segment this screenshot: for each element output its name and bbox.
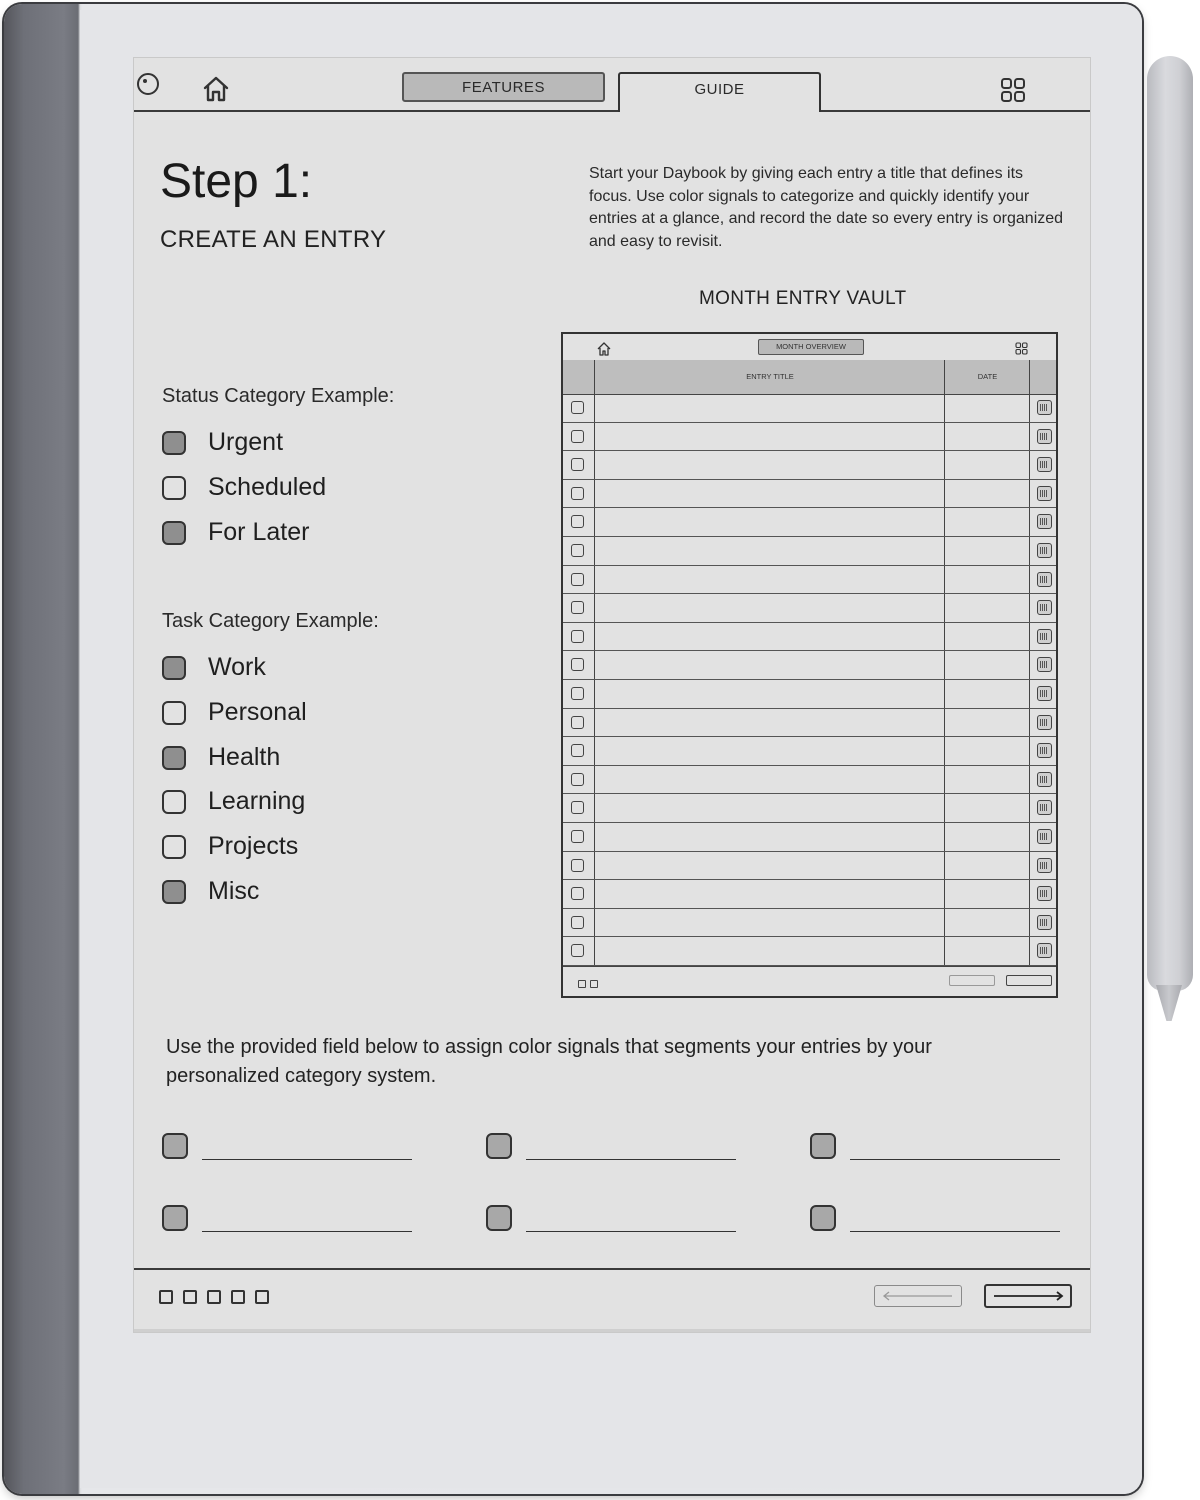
color-swatch-checkbox[interactable] <box>162 656 186 680</box>
vault-table-row <box>563 680 1056 709</box>
home-icon[interactable] <box>201 74 231 104</box>
vault-title: MONTH ENTRY VAULT <box>699 288 907 309</box>
prev-page-button[interactable] <box>874 1285 962 1307</box>
vault-next-button <box>1006 975 1052 986</box>
calendar-icon[interactable] <box>1037 600 1052 615</box>
color-swatch-checkbox[interactable] <box>810 1205 836 1231</box>
top-nav-bar <box>134 58 1090 112</box>
calendar-icon[interactable] <box>1037 400 1052 415</box>
color-swatch-checkbox[interactable] <box>486 1133 512 1159</box>
calendar-icon[interactable] <box>1037 486 1052 501</box>
row-checkbox[interactable] <box>571 944 584 957</box>
page-dot[interactable] <box>207 1290 221 1304</box>
calendar-icon[interactable] <box>1037 858 1052 873</box>
calendar-icon[interactable] <box>1037 943 1052 958</box>
vault-prev-button <box>949 975 995 986</box>
category-name-line[interactable] <box>202 1159 412 1160</box>
vault-page-dot <box>578 980 586 988</box>
vault-table-row <box>563 423 1056 452</box>
calendar-icon[interactable] <box>1037 772 1052 787</box>
vault-table-row <box>563 594 1056 623</box>
vault-table-row <box>563 537 1056 566</box>
vault-home-icon <box>596 341 612 357</box>
category-label: For Later <box>208 517 310 546</box>
category-name-line[interactable] <box>526 1159 736 1160</box>
vault-table-row <box>563 880 1056 909</box>
row-checkbox[interactable] <box>571 658 584 671</box>
grid-icon[interactable] <box>1000 77 1026 103</box>
calendar-icon[interactable] <box>1037 657 1052 672</box>
row-checkbox[interactable] <box>571 716 584 729</box>
color-swatch-checkbox[interactable] <box>162 1133 188 1159</box>
vault-footer <box>563 966 1056 997</box>
page-dot[interactable] <box>159 1290 173 1304</box>
row-checkbox[interactable] <box>571 601 584 614</box>
color-swatch-checkbox[interactable] <box>162 476 186 500</box>
category-label: Work <box>208 653 266 681</box>
calendar-icon[interactable] <box>1037 886 1052 901</box>
category-label: Misc <box>208 877 260 905</box>
row-checkbox[interactable] <box>571 744 584 757</box>
color-swatch-checkbox[interactable] <box>162 880 186 904</box>
status-category-heading: Status Category Example: <box>162 385 395 407</box>
row-checkbox[interactable] <box>571 430 584 443</box>
vault-table-row <box>563 566 1056 595</box>
category-label: Projects <box>208 832 299 861</box>
vault-col-date: DATE <box>977 372 998 381</box>
vault-table-row <box>563 766 1056 795</box>
bottom-nav-bar <box>134 1268 1090 1332</box>
calendar-icon[interactable] <box>1037 457 1052 472</box>
calendar-icon[interactable] <box>1037 629 1052 644</box>
calendar-icon[interactable] <box>1037 829 1052 844</box>
color-swatch-checkbox[interactable] <box>162 790 186 814</box>
calendar-icon[interactable] <box>1037 800 1052 815</box>
row-checkbox[interactable] <box>571 544 584 557</box>
vault-table-row <box>563 937 1056 966</box>
row-checkbox[interactable] <box>571 801 584 814</box>
page-dot[interactable] <box>183 1290 197 1304</box>
page-subtitle: CREATE AN ENTRY <box>160 226 387 253</box>
calendar-icon[interactable] <box>1037 743 1052 758</box>
next-page-button[interactable] <box>984 1284 1072 1308</box>
color-swatch-checkbox[interactable] <box>162 746 186 770</box>
vault-table-row <box>563 823 1056 852</box>
row-checkbox[interactable] <box>571 630 584 643</box>
arrow-right-icon <box>984 1284 1072 1308</box>
row-checkbox[interactable] <box>571 916 584 929</box>
calendar-icon[interactable] <box>1037 715 1052 730</box>
row-checkbox[interactable] <box>571 859 584 872</box>
color-swatch-checkbox[interactable] <box>162 701 186 725</box>
circle-icon[interactable] <box>137 73 159 95</box>
row-checkbox[interactable] <box>571 887 584 900</box>
row-checkbox[interactable] <box>571 687 584 700</box>
vault-table-row <box>563 794 1056 823</box>
page-dot[interactable] <box>255 1290 269 1304</box>
category-name-line[interactable] <box>850 1231 1060 1232</box>
calendar-icon[interactable] <box>1037 514 1052 529</box>
page-title: Step 1: <box>160 155 313 208</box>
row-checkbox[interactable] <box>571 515 584 528</box>
color-swatch-checkbox[interactable] <box>162 431 186 455</box>
row-checkbox[interactable] <box>571 773 584 786</box>
screen <box>133 57 1091 1333</box>
color-swatch-checkbox[interactable] <box>162 835 186 859</box>
category-name-line[interactable] <box>850 1159 1060 1160</box>
category-name-line[interactable] <box>202 1231 412 1232</box>
row-checkbox[interactable] <box>571 830 584 843</box>
category-label: Learning <box>208 787 306 816</box>
tab-features[interactable]: FEATURES <box>402 72 605 102</box>
tab-guide[interactable]: GUIDE <box>618 72 821 112</box>
vault-page-dot <box>590 980 598 988</box>
color-swatch-checkbox[interactable] <box>810 1133 836 1159</box>
vault-table-row <box>563 451 1056 480</box>
vault-table-row <box>563 623 1056 652</box>
vault-grid-icon <box>1015 342 1028 355</box>
calendar-icon[interactable] <box>1037 543 1052 558</box>
stylus-pen <box>1147 56 1193 991</box>
category-label: Health <box>208 742 281 771</box>
category-label: Scheduled <box>208 472 327 501</box>
vault-table-row <box>563 394 1056 423</box>
calendar-icon[interactable] <box>1037 429 1052 444</box>
intro-text: Start your Daybook by giving each entry a title that defines its focus. Use color signals to categorize and quickly identify your entries at a glance, and record the date so every entry is organized and easy to revisit. <box>589 165 1064 250</box>
arrow-left-icon <box>874 1285 962 1307</box>
page-dot[interactable] <box>231 1290 245 1304</box>
category-label: Personal <box>208 697 307 726</box>
vault-table-row <box>563 737 1056 766</box>
month-entry-vault <box>561 332 1058 998</box>
vault-table-row <box>563 709 1056 738</box>
color-swatch-checkbox[interactable] <box>486 1205 512 1231</box>
stylus-tip <box>1156 985 1182 1021</box>
row-checkbox[interactable] <box>571 401 584 414</box>
category-name-line[interactable] <box>526 1231 736 1232</box>
color-swatch-checkbox[interactable] <box>162 1205 188 1231</box>
color-swatch-checkbox[interactable] <box>162 521 186 545</box>
vault-month-overview-tab: MONTH OVERVIEW <box>758 339 864 355</box>
vault-nav-bar <box>563 334 1056 361</box>
row-checkbox[interactable] <box>571 487 584 500</box>
vault-table-row <box>563 508 1056 537</box>
row-checkbox[interactable] <box>571 458 584 471</box>
vault-col-entry-title: ENTRY TITLE <box>746 372 794 381</box>
task-category-heading: Task Category Example: <box>162 610 379 632</box>
calendar-icon[interactable] <box>1037 572 1052 587</box>
vault-table-row <box>563 651 1056 680</box>
row-checkbox[interactable] <box>571 573 584 586</box>
vault-table-row <box>563 852 1056 881</box>
vault-table-row <box>563 480 1056 509</box>
assign-instructions: Use the provided field below to assign color signals that segments your entries by your personalized category system. <box>166 1036 932 1087</box>
calendar-icon[interactable] <box>1037 686 1052 701</box>
category-label: Urgent <box>208 428 284 456</box>
vault-table-header <box>563 360 1056 395</box>
calendar-icon[interactable] <box>1037 915 1052 930</box>
vault-table-row <box>563 909 1056 938</box>
